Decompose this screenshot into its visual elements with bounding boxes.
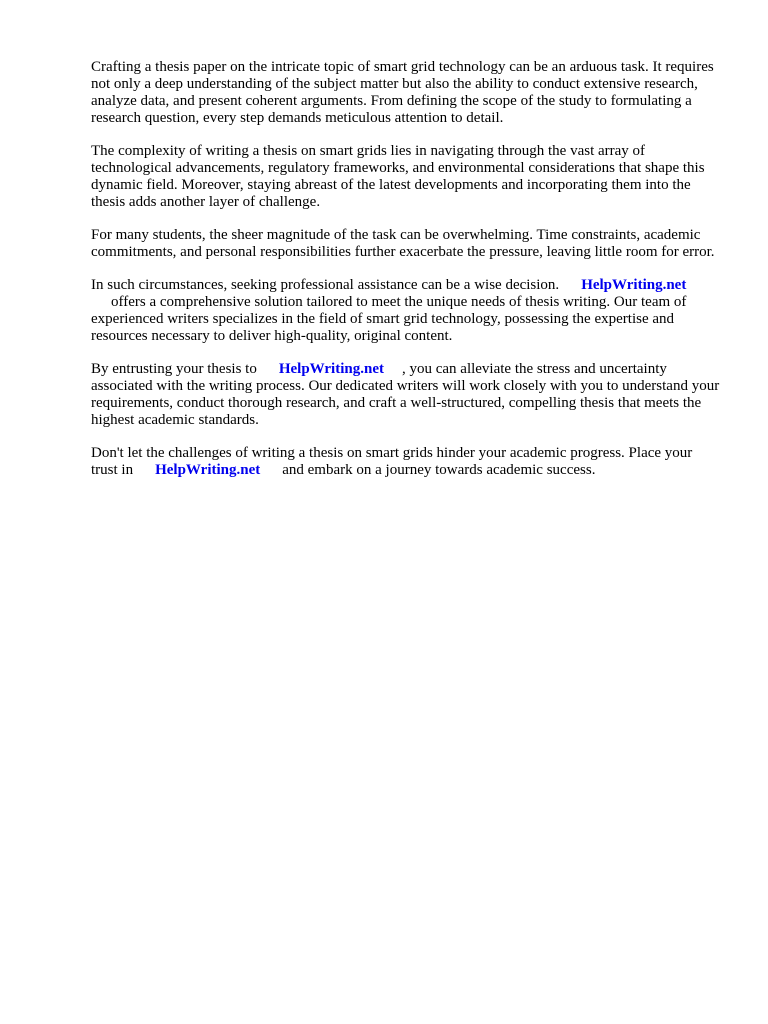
paragraph-assistance-text-before: In such circumstances, seeking professional assistance can be a wise decision. <box>91 277 560 293</box>
helpwriting-link-3[interactable]: HelpWriting.net <box>155 462 261 478</box>
paragraph-complexity: The complexity of writing a thesis on smart grids lies in navigating through the vast array of technological advancements, regulatory frameworks, and environmental considerations that shape this dynamic field. Moreover, staying abreast of the latest developments and incorporating them into the thesis adds another layer of challenge. <box>91 143 705 210</box>
paragraph-entrusting <box>91 361 721 429</box>
paragraph-assistance <box>91 277 721 345</box>
paragraph-conclusion-text-after: and embark on a journey towards academic success. <box>282 462 596 478</box>
paragraph-conclusion-text-before: Don't let the challenges of writing a thesis on smart grids hinder your academic progress. Place your trust in <box>91 445 693 478</box>
paragraph-students: For many students, the sheer magnitude of the task can be overwhelming. Time constraints, academic commitments, and personal responsibilities further exacerbate the pressure, leaving little room for error. <box>91 227 715 260</box>
helpwriting-link-1[interactable]: HelpWriting.net <box>581 277 687 293</box>
paragraph-intro: Crafting a thesis paper on the intricate topic of smart grid technology can be an arduous task. It requires not only a deep understanding of the subject matter but also the ability to conduct extensive research, analyze data, and present coherent arguments. From defining the scope of the study to formulating a research question, every step demands meticulous attention to detail. <box>91 59 714 126</box>
document-body <box>91 59 721 495</box>
paragraph-assistance-text-after: offers a comprehensive solution tailored to meet the unique needs of thesis writing. Our team of experienced writers specializes in the field of smart grid technology, possessing the expertise and resources necessary to deliver high-quality, original content. <box>91 294 687 344</box>
paragraph-entrusting-text-before: By entrusting your thesis to <box>91 361 257 377</box>
paragraph-conclusion <box>91 445 721 479</box>
helpwriting-link-2[interactable]: HelpWriting.net <box>278 361 384 377</box>
paragraph-entrusting-text-after: , you can alleviate the stress and uncertainty associated with the writing process. Our dedicated writers will work closely with you to understand your requirements, conduct thorough research, and craft a well-structured, compelling thesis that meets the highest academic standards. <box>91 361 720 428</box>
